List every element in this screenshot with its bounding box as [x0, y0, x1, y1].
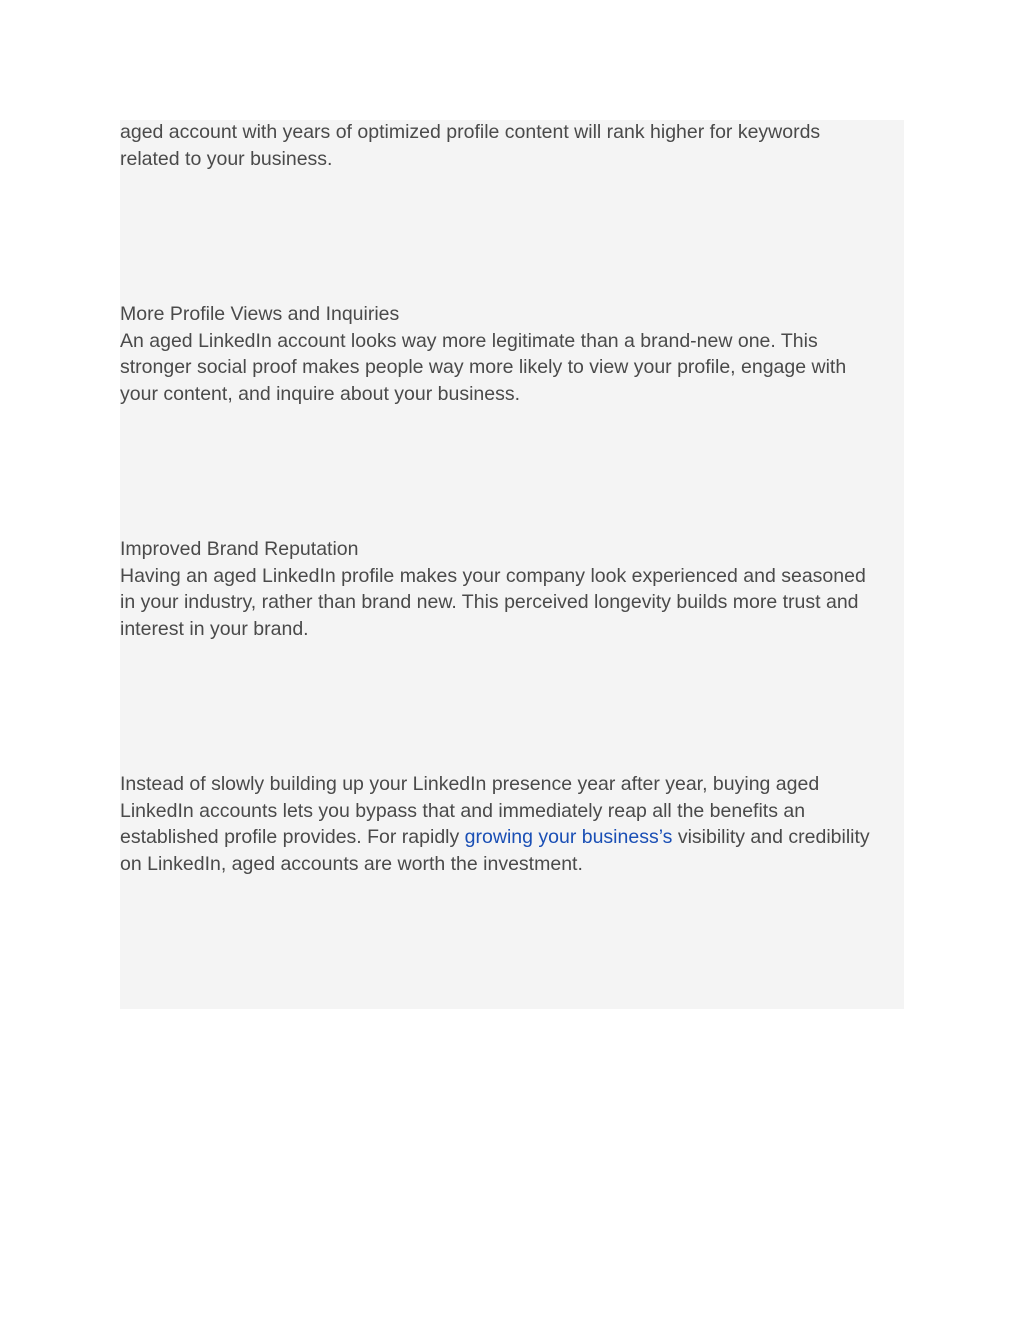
conclusion-paragraph	[120, 771, 904, 877]
intro-line: aged account with years of optimized profile content will rank higher for keywords	[120, 121, 821, 143]
section-line: stronger social proof makes people way more likely to view your profile, engage with	[120, 356, 847, 378]
conclusion-text: established profile provides. For rapidly	[120, 826, 465, 848]
section-heading: Improved Brand Reputation	[120, 538, 359, 560]
section-heading: More Profile Views and Inquiries	[120, 303, 400, 325]
section-brand-reputation	[120, 536, 904, 642]
section-line: your content, and inquire about your business.	[120, 382, 521, 405]
section-line: interest in your brand.	[120, 617, 309, 640]
section-line: in your industry, rather than brand new. This perceived longevity builds more trust and	[120, 591, 859, 613]
growing-business-link[interactable]: growing your business’s	[464, 826, 673, 848]
conclusion-line: LinkedIn accounts lets you bypass that and immediately reap all the benefits an	[120, 799, 806, 822]
section-line: An aged LinkedIn account looks way more legitimate than a brand-new one. This	[120, 329, 818, 352]
section-line: Having an aged LinkedIn profile makes your company look experienced and seasoned	[120, 564, 866, 587]
intro-paragraph	[120, 119, 904, 172]
content-block	[120, 120, 904, 1009]
intro-line: related to your business.	[120, 147, 333, 170]
conclusion-text: visibility and credibility	[672, 826, 870, 848]
conclusion-line: Instead of slowly building up your LinkedIn presence year after year, buying aged	[120, 773, 820, 795]
conclusion-line: on LinkedIn, aged accounts are worth the investment.	[120, 852, 583, 875]
section-profile-views	[120, 301, 904, 407]
conclusion-line	[120, 824, 904, 851]
